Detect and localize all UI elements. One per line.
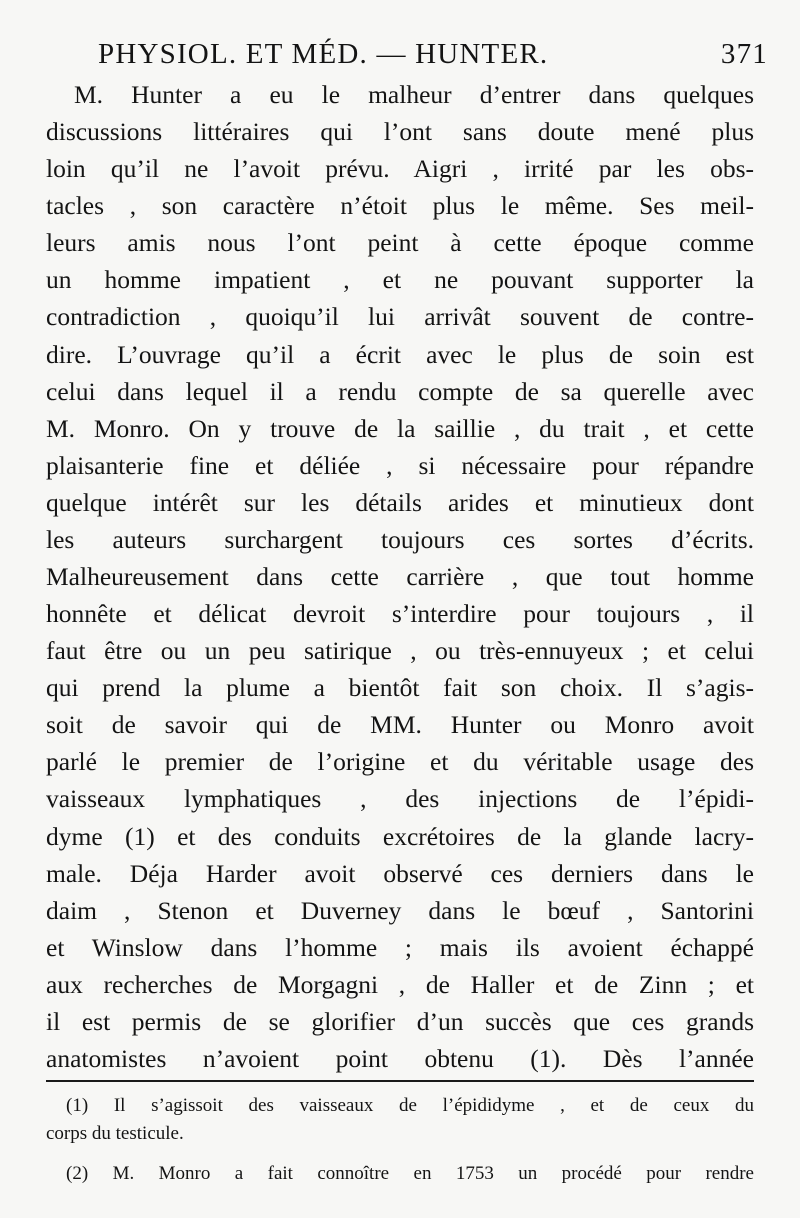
text-line: dire. L’ouvrage qu’il a écrit avec le plus de soin est — [46, 339, 754, 369]
text-line: il est permis de se glorifier d’un succès que ces grands — [46, 1006, 754, 1036]
footnote-2: (2) M. Monro a fait connoître en 1753 un procédé pour rendre — [66, 1163, 754, 1184]
text-line: anatomistes n’avoient point obtenu (1). Dès l’année — [46, 1044, 754, 1074]
text-line: parlé le premier de l’origine et du véritable usage des — [46, 747, 754, 777]
text-line: plaisanterie fine et déliée , si nécessaire pour répandre — [46, 450, 754, 480]
text-line: et Winslow dans l’homme ; mais ils avoient échappé — [46, 932, 754, 962]
text-line: male. Déja Harder avoit observé ces derniers dans le — [46, 858, 754, 888]
page-number: 371 — [720, 38, 768, 70]
body-text — [46, 76, 754, 1077]
text-line: un homme impatient , et ne pouvant supporter la — [46, 265, 754, 295]
footnote-1: (1) Il s’agissoit des vaisseaux de l’épididyme , et de ceux du — [66, 1095, 754, 1116]
text-line: contradiction , quoiqu’il lui arrivât souvent de contre- — [46, 302, 754, 332]
page-header — [98, 38, 768, 76]
text-line: quelque intérêt sur les détails arides et minutieux dont — [46, 487, 754, 517]
footnotes — [46, 1092, 754, 1188]
text-line: leurs amis nous l’ont peint à cette époque comme — [46, 228, 754, 258]
text-line: celui dans lequel il a rendu compte de sa querelle avec — [46, 376, 754, 406]
text-line: qui prend la plume a bientôt fait son choix. Il s’agis- — [46, 673, 754, 703]
text-line: aux recherches de Morgagni , de Haller et de Zinn ; et — [46, 969, 754, 999]
text-line: daim , Stenon et Duverney dans le bœuf , Santorini — [46, 895, 754, 925]
text-line: soit de savoir qui de MM. Hunter ou Monro avoit — [46, 710, 754, 740]
footnote-divider — [46, 1080, 754, 1082]
text-line: tacles , son caractère n’étoit plus le même. Ses meil- — [46, 191, 754, 221]
text-line: discussions littéraires qui l’ont sans doute mené plus — [46, 117, 754, 147]
text-line: faut être ou un peu satirique , ou très-ennuyeux ; et celui — [46, 636, 754, 666]
running-title: PHYSIOL. ET MÉD. — HUNTER. — [98, 38, 549, 70]
text-line: les auteurs surchargent toujours ces sortes d’écrits. — [46, 524, 754, 554]
text-line: M. Hunter a eu le malheur d’entrer dans quelques — [74, 80, 754, 109]
text-line: Malheureusement dans cette carrière , que tout homme — [46, 562, 754, 592]
text-line: honnête et délicat devroit s’interdire pour toujours , il — [46, 599, 754, 629]
text-line: M. Monro. On y trouve de la saillie , du trait , et cette — [46, 413, 754, 443]
footnote-1-continuation: corps du testicule. — [46, 1123, 184, 1144]
text-line: loin qu’il ne l’avoit prévu. Aigri , irrité par les obs- — [46, 154, 754, 184]
text-line: vaisseaux lymphatiques , des injections de l’épidi- — [46, 784, 754, 814]
text-line: dyme (1) et des conduits excrétoires de la glande lacry- — [46, 821, 754, 851]
